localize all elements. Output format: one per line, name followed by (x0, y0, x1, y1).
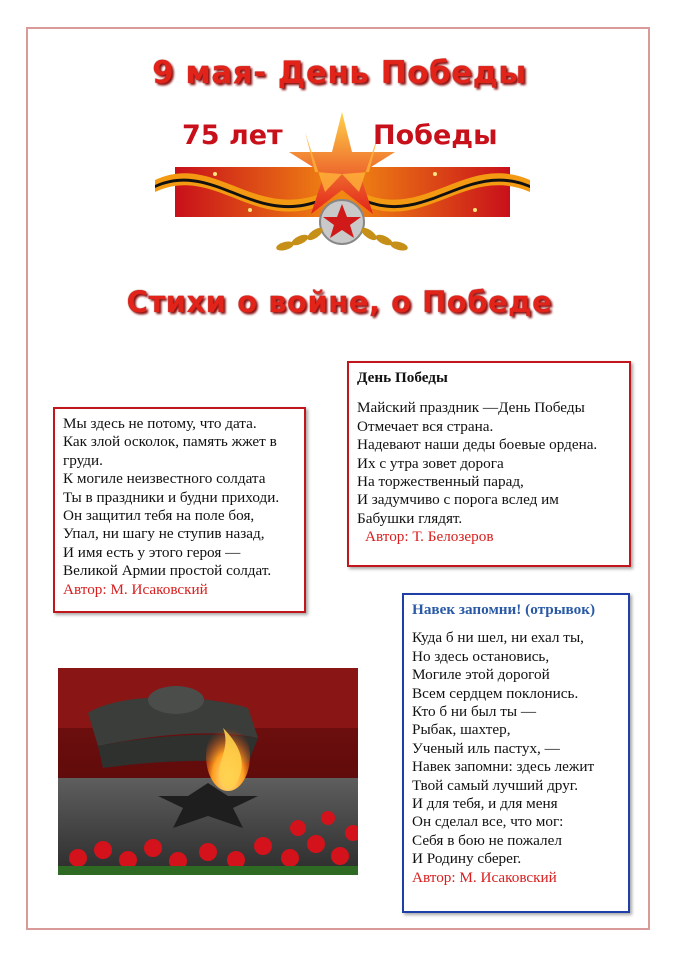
poem-line: Твой самый лучший друг. (412, 776, 579, 794)
poem-line: Себя в бою не пожалел (412, 831, 562, 849)
poem-author: Автор: М. Исаковский (412, 868, 557, 886)
poem-box-remember-forever (402, 593, 630, 913)
poem-line: Ученый иль пастух, — (412, 739, 560, 757)
poem-title: Навек запомни! (отрывок) (412, 601, 596, 618)
page-subtitle: Стихи о войне, о Победе (126, 285, 553, 319)
poem-box-victory-day (347, 361, 631, 567)
poem-line: Мы здесь не потому, что дата. (63, 415, 257, 432)
victory-banner (155, 112, 530, 262)
poem-line: И Родину сберег. (412, 850, 522, 868)
poem-line: На торжественный парад, (357, 473, 524, 491)
banner-victory: Победы (373, 120, 498, 151)
poem-line: Рыбак, шахтер, (412, 721, 511, 739)
poem-line: Но здесь остановись, (412, 647, 550, 665)
poem-line: И имя есть у этого героя — (63, 543, 241, 561)
poem-line: Отмечает вся страна. (357, 417, 494, 435)
poem-line: И для тебя, и для меня (412, 795, 558, 813)
poem-line: Он сделал все, что мог: (412, 813, 564, 831)
poem-line: Великой Армии простой солдат. (63, 562, 272, 580)
poem-title: День Победы (357, 369, 448, 386)
eternal-flame-photo (58, 668, 358, 875)
poem-line: Бабушки глядят. (357, 509, 463, 527)
poem-line: Всем сердцем поклонись. (412, 684, 579, 702)
poem-line: И задумчиво с порога вслед им (357, 491, 559, 509)
order-medal-icon (320, 200, 364, 244)
poem-author: Автор: Т. Белозеров (365, 528, 494, 546)
poem-line: Майский праздник —День Победы (357, 399, 585, 417)
poem-line: К могиле неизвестного солдата (63, 470, 266, 488)
poem-box-left (53, 407, 306, 613)
poem-line: Как злой осколок, память жжет в груди. (63, 433, 277, 469)
eternal-flame-icon (58, 668, 358, 875)
banner-years: 75 лет (182, 120, 283, 151)
poem-line: Могиле этой дорогой (412, 666, 550, 684)
page-title: 9 мая- День Победы (152, 55, 527, 91)
poem-line: Ты в праздники и будни приходи. (63, 488, 280, 506)
poem-author: Автор: М. Исаковский (63, 580, 208, 598)
poem-line: Кто б ни был ты — (412, 703, 537, 721)
poem-line: Надевают наши деды боевые ордена. (357, 436, 598, 454)
poem-line: Их с утра зовет дорога (357, 454, 504, 472)
poem-line: Он защитил тебя на поле боя, (63, 507, 255, 525)
poem-line: Упал, ни шагу не ступив назад, (63, 525, 265, 543)
poem-line: Навек запомни: здесь лежит (412, 758, 595, 776)
poem-line: Куда б ни шел, ни ехал ты, (412, 629, 584, 647)
